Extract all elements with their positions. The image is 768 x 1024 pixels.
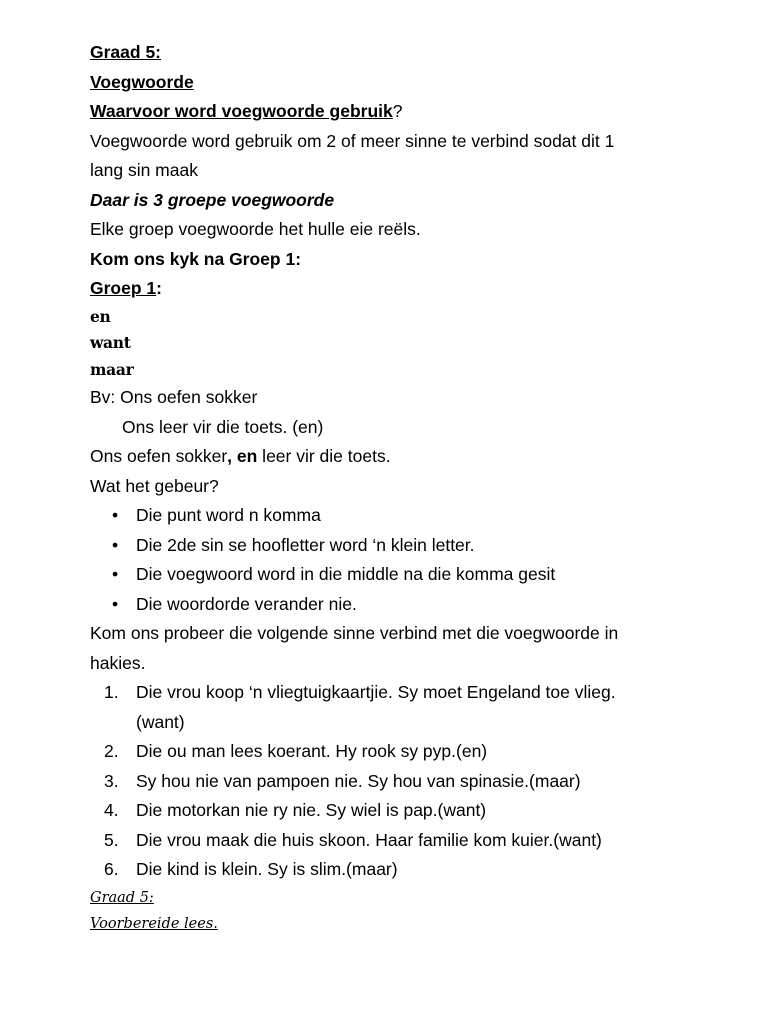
exercise-text: Sy hou nie van pampoen nie. Sy hou van spinasie.(maar) [136, 770, 581, 791]
exercise-text: Die ou man lees koerant. Hy rook sy pyp.(en) [136, 741, 488, 761]
list-item [90, 531, 768, 561]
word-en: en [90, 306, 111, 326]
combined-conjunction: , en [227, 446, 258, 466]
exercise-item [90, 826, 768, 856]
exercise-text: Die vrou koop ‘n vliegtuigkaartjie. Sy moet Engeland toe vlieg. [136, 682, 616, 702]
example-second: Ons leer vir die toets. (en) [122, 416, 324, 437]
exercise-item [90, 737, 768, 767]
example-label: Bv: Ons oefen sokker [90, 387, 258, 407]
exercise-text: (want) [136, 711, 185, 732]
exercise-number: 5. [104, 829, 119, 850]
list-item [90, 560, 768, 590]
exercise-text: Die kind is klein. Sy is slim.(maar) [136, 859, 398, 879]
groups-rule: Elke groep voegwoorde het hulle eie reëls. [90, 219, 421, 239]
exercise-number: 3. [104, 770, 119, 791]
bullet-icon: • [112, 505, 119, 525]
footer-grade: Graad 5: [90, 889, 154, 906]
groups-heading: Daar is 3 groepe voegwoorde [90, 189, 335, 210]
bullet-text: Die 2de sin se hoofletter word ‘n klein letter. [136, 534, 475, 555]
group1-label: Groep 1 [90, 278, 157, 298]
bullet-text: Die woordorde verander nie. [136, 593, 357, 614]
exercise-number: 6. [104, 859, 119, 879]
try-line-2: hakies. [90, 652, 146, 673]
exercise-number: 2. [104, 741, 119, 761]
question-mark: ? [392, 101, 403, 121]
list-item [90, 501, 768, 531]
bullet-text: Die voegwoord word in die middle na die komma gesit [136, 564, 556, 584]
exercise-text: Die motorkan nie ry nie. Sy wiel is pap.(want) [136, 800, 487, 820]
topic-title: Voegwoorde [90, 71, 194, 92]
combined-part-c: leer vir die toets. [257, 446, 391, 466]
exercise-item-continuation [90, 708, 768, 738]
exercise-item [90, 855, 768, 885]
bullet-icon: • [112, 593, 119, 614]
exercise-item [90, 678, 768, 708]
exercise-text: Die vrou maak die huis skoon. Haar familie kom kuier.(want) [136, 829, 602, 850]
combined-part-a: Ons oefen sokker [90, 446, 228, 466]
exercise-number: 1. [104, 682, 119, 702]
bullet-icon: • [112, 534, 119, 555]
intro-line-1: Voegwoorde word gebruik om 2 of meer sinne te verbind sodat dit 1 [90, 130, 615, 151]
look-heading: Kom ons kyk na Groep 1: [90, 248, 302, 269]
try-line-1: Kom ons probeer die volgende sinne verbind met die voegwoorde in [90, 623, 619, 643]
word-want: want [90, 333, 131, 352]
exercise-number: 4. [104, 800, 119, 820]
exercise-item [90, 767, 768, 797]
list-item [90, 590, 768, 620]
exercise-item [90, 796, 768, 826]
footer-title: Voorbereide lees. [90, 915, 218, 932]
combined-sentence [90, 442, 768, 472]
bullet-text: Die punt word n komma [136, 505, 321, 525]
grade-heading: Graad 5: [90, 42, 161, 62]
bullet-icon: • [112, 564, 119, 584]
group1-colon: : [156, 278, 162, 298]
what-happened: Wat het gebeur? [90, 475, 219, 496]
intro-line-2: lang sin maak [90, 160, 198, 180]
word-maar: maar [90, 359, 134, 379]
group1-heading [90, 274, 768, 304]
question-text: Waarvoor word voegwoorde gebruik [90, 101, 393, 121]
question-heading [90, 97, 768, 127]
